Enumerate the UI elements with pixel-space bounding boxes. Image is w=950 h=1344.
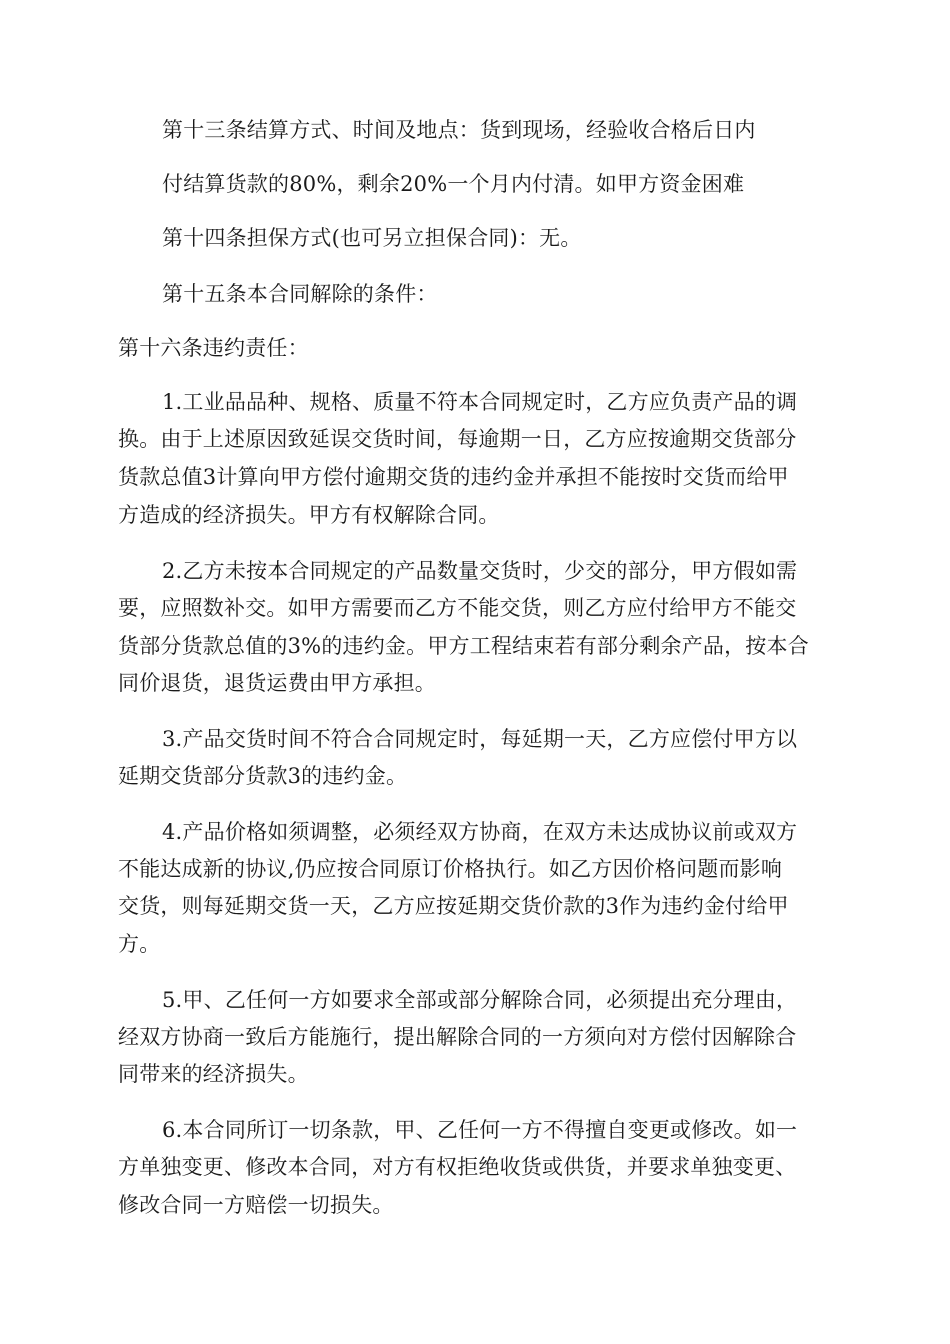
text-line: 货款总值3计算向甲方偿付逾期交货的违约金并承担不能按时交货而给甲	[118, 465, 789, 489]
text-line: 货部分货款总值的3%的违约金。甲方工程结束若有部分剩余产品，按本合	[118, 634, 809, 658]
text-line: 方。	[118, 932, 161, 956]
text-line: 方单独变更、修改本合同，对方有权拒绝收货或供货，并要求单独变更、	[118, 1155, 797, 1179]
text-line: 交货，则每延期交货一天，乙方应按延期交货价款的3作为违约金付给甲	[118, 894, 789, 918]
text-line: 不能达成新的协议,仍应按合同原订价格执行。如乙方因价格问题而影响	[118, 857, 783, 881]
text-line: 1.工业品品种、规格、质量不符本合同规定时，乙方应负责产品的调	[162, 390, 798, 414]
text-line: 5.甲、乙任何一方如要求全部或部分解除合同，必须提出充分理由，	[162, 988, 798, 1012]
text-line: 方造成的经济损失。甲方有权解除合同。	[118, 503, 500, 527]
text-line: 修改合同一方赔偿一切损失。	[118, 1193, 394, 1217]
text-line: 4.产品价格如须调整，必须经双方协商，在双方未达成协议前或双方	[162, 820, 798, 844]
text-line: 第十四条担保方式(也可另立担保合同)：无。	[162, 226, 582, 250]
text-line: 第十三条结算方式、时间及地点：货到现场，经验收合格后日内	[162, 118, 756, 142]
text-line: 2.乙方未按本合同规定的产品数量交货时，少交的部分，甲方假如需	[162, 559, 798, 583]
text-line: 第十六条违约责任：	[118, 336, 309, 360]
text-line: 6.本合同所订一切条款，甲、乙任何一方不得擅自变更或修改。如一	[162, 1118, 798, 1142]
text-line: 换。由于上述原因致延误交货时间，每逾期一日，乙方应按逾期交货部分	[118, 427, 797, 451]
text-line: 同带来的经济损失。	[118, 1062, 309, 1086]
text-line: 3.产品交货时间不符合合同规定时，每延期一天，乙方应偿付甲方以	[162, 727, 798, 751]
text-line: 经双方协商一致后方能施行，提出解除合同的一方须向对方偿付因解除合	[118, 1025, 797, 1049]
text-line: 要，应照数补交。如甲方需要而乙方不能交货，则乙方应付给甲方不能交	[118, 596, 797, 620]
text-line: 延期交货部分货款3的违约金。	[118, 764, 408, 788]
text-line: 第十五条本合同解除的条件：	[162, 282, 438, 306]
text-line: 同价退货，退货运费由甲方承担。	[118, 671, 436, 695]
text-line: 付结算货款的80%，剩余20%一个月内付清。如甲方资金困难	[162, 172, 745, 196]
